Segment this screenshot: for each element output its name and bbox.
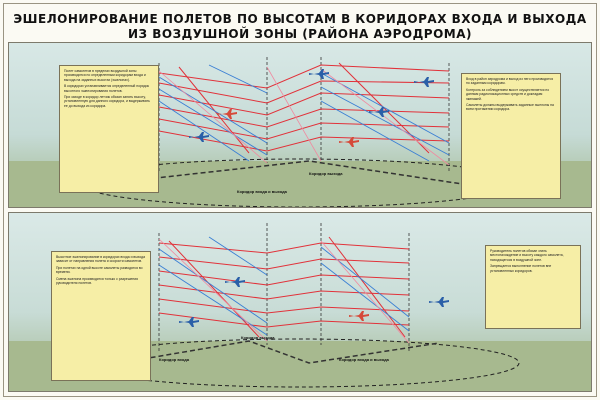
top-diagram-panel [8,42,592,208]
text-paragraph: Контроль за соблюдением высот осуществляется по данным радиолокационных средств и докладам экипажей. [466,87,550,101]
text-paragraph: При полетах на одной высоте самолеты разводятся во времени. [56,265,143,275]
bottom-right-text-box [485,245,581,329]
title-line-1: ЭШЕЛОНИРОВАНИЕ ПОЛЕТОВ ПО ВЫСОТАМ В КОРИДОРАХ ВХОДА И ВЫХОДА [13,12,587,26]
route-label: Коридор входа [159,357,190,362]
text-paragraph: Руководитель полетов обязан знать местонахождение и высоту каждого самолета, находящегося в воздушной зоне. [490,249,564,262]
top-right-text-box [461,73,561,199]
text-paragraph: Смена эшелона производится только с разрешения руководителя полетов. [56,276,139,286]
text-paragraph: В коридорах устанавливается определенный порядок высотного эшелонирования полетов. [64,84,149,93]
text-paragraph: Высотное эшелонирование в коридорах входа и выхода зависит от направления полета и скорости самолетов. [56,255,145,264]
text-paragraph: При заходе в коридор летчик обязан занять высоту, установленную для данного коридора, и выдерживать ее до выхода из коридора. [64,95,150,108]
text-paragraph: Вход в район аэродрома и выход из него производятся по заданным коридорам. [466,77,554,86]
bottom-diagram-panel [8,212,592,392]
route-label: Коридор выхода [309,171,343,176]
top-left-text-box [59,65,159,193]
text-paragraph: Полет самолетов в пределах воздушной зоны производится по определенным коридорам входа и выхода на заданных высотах (эшелонах). [64,69,146,82]
route-label: Коридор входа и выхода [339,357,389,362]
text-paragraph: Самолеты должны выдерживать заданные эшелоны на всем протяжении коридора. [466,103,554,112]
route-label: Коридор входа и выхода [237,189,287,194]
bottom-left-text-box [51,251,151,381]
title-line-2: ИЗ ВОЗДУШНОЙ ЗОНЫ (РАЙОНА АЭРОДРОМА) [127,27,473,41]
route-label: Коридор выхода [241,335,275,340]
text-paragraph: Запрещается выполнение полетов вне установленных коридоров. [490,264,552,273]
